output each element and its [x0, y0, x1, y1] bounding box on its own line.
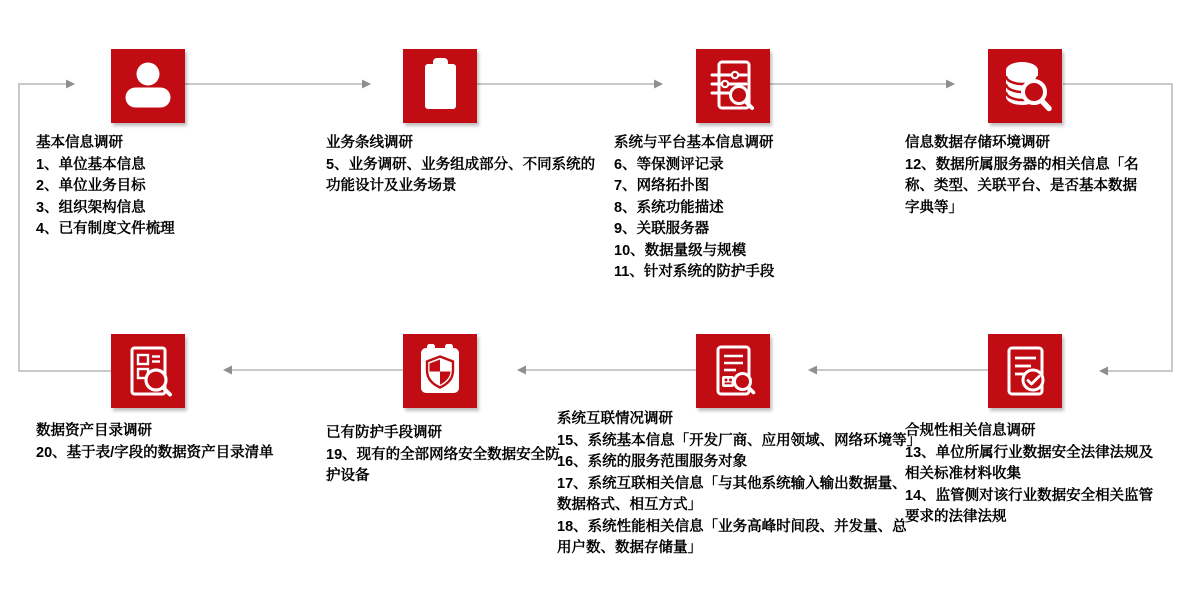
node-title: 系统与平台基本信息调研: [614, 135, 774, 151]
document-check-icon: [988, 334, 1062, 408]
node-line: 称、类型、关联平台、是否基本数据: [905, 178, 1137, 194]
arrowhead-right-icon: [66, 80, 75, 89]
node-line: 相关标准材料收集: [905, 466, 1021, 482]
node-line: 16、系统的服务范围服务对象: [557, 454, 748, 470]
node-title: 数据资产目录调研: [36, 423, 152, 439]
arrowhead-left-icon: [223, 366, 232, 375]
node-title: 基本信息调研: [36, 135, 123, 151]
flow-node-protection-measures: [326, 423, 560, 488]
connector-right-down: [1063, 84, 1172, 371]
node-line: 19、现有的全部网络安全数据安全防: [326, 446, 560, 463]
arrowhead-left-icon: [808, 366, 817, 375]
flow-node-business-line: [326, 133, 595, 198]
node-line: 18、系统性能相关信息「业务高峰时间段、并发量、总: [557, 518, 907, 535]
node-line: 14、监管侧对该行业数据安全相关监管: [905, 487, 1154, 504]
node-line: 2、单位业务目标: [36, 178, 146, 194]
node-line: 17、系统互联相关信息「与其他系统输入输出数据量、: [557, 475, 907, 492]
node-line: 1、单位基本信息: [36, 156, 146, 173]
node-line: 护设备: [326, 468, 370, 484]
system-settings-search-icon: [696, 49, 770, 123]
node-title: 系统互联情况调研: [557, 411, 673, 427]
flow-node-data-asset-catalog: [36, 421, 274, 464]
clipboard-icon: [403, 49, 477, 123]
database-search-icon: [988, 49, 1062, 123]
node-line: 15、系统基本信息「开发厂商、应用领域、网络环境等」: [557, 432, 922, 449]
node-title: 已有防护手段调研: [326, 425, 442, 441]
node-line: 9、关联服务器: [614, 221, 710, 237]
node-title: 业务条线调研: [326, 135, 413, 151]
node-line: 用户数、数据存储量」: [557, 540, 702, 556]
node-line: 功能设计及业务场景: [326, 178, 457, 194]
node-line: 20、基于表/字段的数据资产目录清单: [36, 444, 274, 461]
flow-node-system-platform: [614, 133, 774, 284]
node-line: 13、单位所属行业数据安全法律法规及: [905, 444, 1154, 461]
catalog-search-icon: [111, 334, 185, 408]
flow-node-basic-info: [36, 133, 175, 241]
flow-node-interconnection: [557, 409, 921, 560]
node-line: 数据格式、相互方式」: [557, 497, 702, 513]
arrowhead-right-icon: [946, 80, 955, 89]
arrowhead-right-icon: [654, 80, 663, 89]
node-line: 12、数据所属服务器的相关信息「名: [905, 156, 1139, 173]
flow-node-storage-environment: [905, 133, 1139, 219]
arrowhead-left-icon: [1099, 367, 1108, 376]
person-icon: [111, 49, 185, 123]
node-line: 6、等保测评记录: [614, 156, 724, 173]
node-line: 7、网络拓扑图: [614, 178, 710, 194]
arrowhead-left-icon: [517, 366, 526, 375]
node-line: 10、数据量级与规模: [614, 242, 747, 259]
node-line: 要求的法律法规: [905, 509, 1007, 525]
node-line: 字典等」: [905, 199, 963, 216]
node-line: 11、针对系统的防护手段: [614, 264, 775, 280]
node-title: 合规性相关信息调研: [905, 423, 1036, 439]
node-title: 信息数据存储环境调研: [905, 135, 1050, 151]
arrowhead-right-icon: [362, 80, 371, 89]
document-search-icon: [696, 334, 770, 408]
node-line: 4、已有制度文件梳理: [36, 221, 175, 237]
shield-clipboard-icon: [403, 334, 477, 408]
node-line: 8、系统功能描述: [614, 199, 724, 216]
flow-node-compliance: [905, 421, 1153, 529]
node-line: 5、业务调研、业务组成部分、不同系统的: [326, 156, 596, 173]
node-line: 3、组织架构信息: [36, 199, 146, 216]
